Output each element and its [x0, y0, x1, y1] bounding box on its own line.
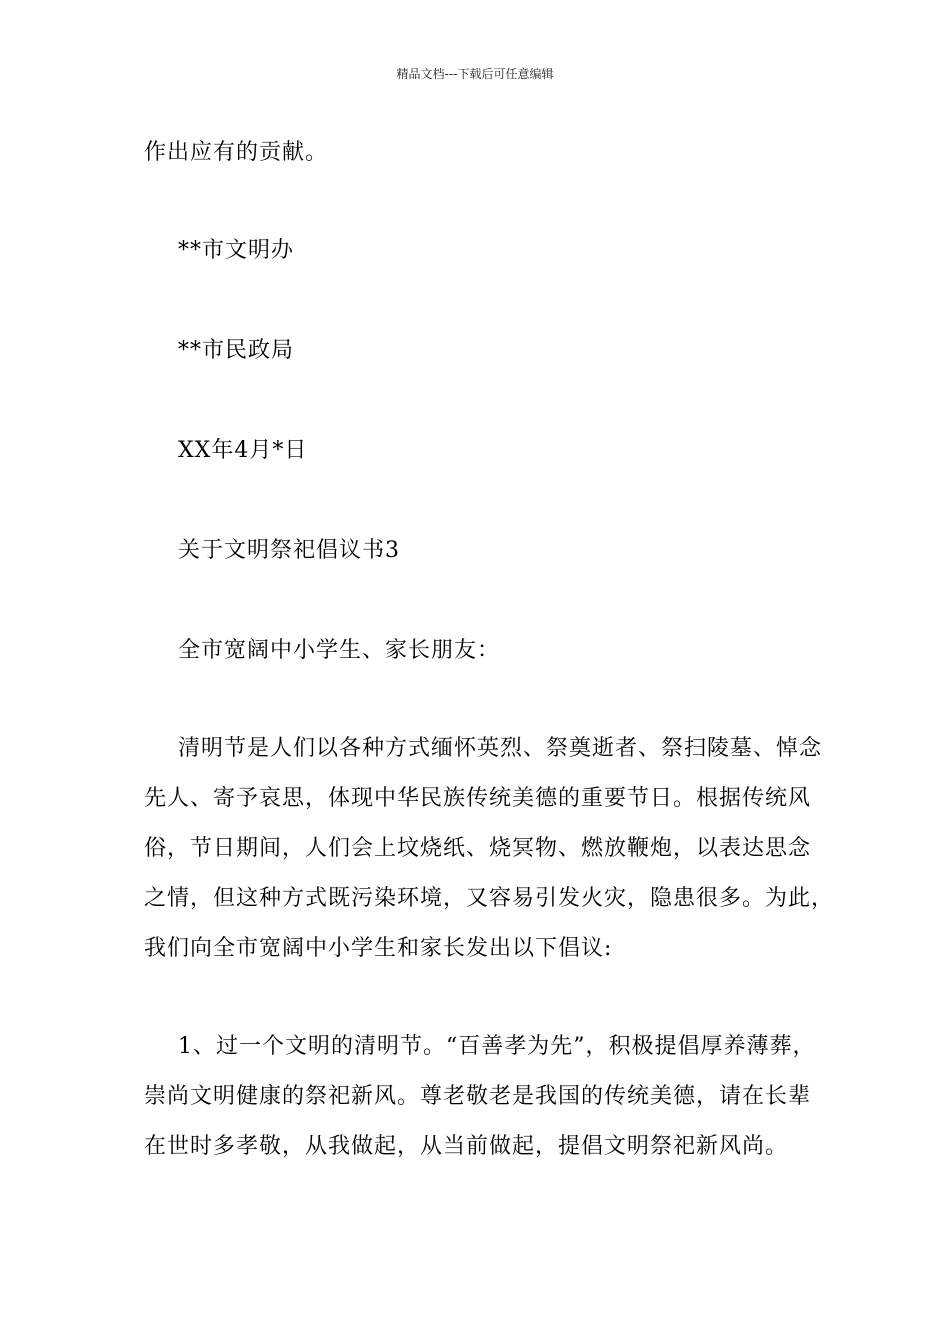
paragraph-line: 1、过一个文明的清明节。“百善孝为先”，积极提倡厚养薄葬， — [178, 1034, 816, 1059]
paragraph-line: 我们向全市宽阔中小学生和家长发出以下倡议: — [144, 936, 613, 961]
section-title: 关于文明祭祀倡议书3 — [178, 538, 400, 563]
paragraph-line: 清明节是人们以各种方式缅怀英烈、祭奠逝者、祭扫陵墓、悼念 — [178, 736, 823, 761]
paragraph-line: 在世时多孝敬，从我做起，从当前做起，提倡文明祭祀新风尚。 — [144, 1134, 789, 1159]
paragraph-line: 之情，但这种方式既污染环境，又容易引发火灾，隐患很多。为此， — [144, 886, 835, 911]
paragraph-line: 崇尚文明健康的祭祀新风。尊老敬老是我国的传统美德，请在长辈 — [144, 1084, 812, 1109]
signature-line: **市文明办 — [178, 238, 295, 263]
body-line: 作出应有的贡献。 — [144, 140, 329, 165]
signature-line: **市民政局 — [178, 338, 295, 363]
date-line: XX年4月*日 — [178, 438, 308, 463]
paragraph-line: 先人、寄予哀思，体现中华民族传统美德的重要节日。根据传统风 — [144, 786, 812, 811]
paragraph-line: 俗，节日期间，人们会上坟烧纸、烧冥物、燃放鞭炮，以表达思念 — [144, 836, 812, 861]
salutation-line: 全市宽阔中小学生、家长朋友： — [178, 638, 501, 663]
page-header: 精品文档---下载后可任意编辑 — [396, 67, 554, 81]
